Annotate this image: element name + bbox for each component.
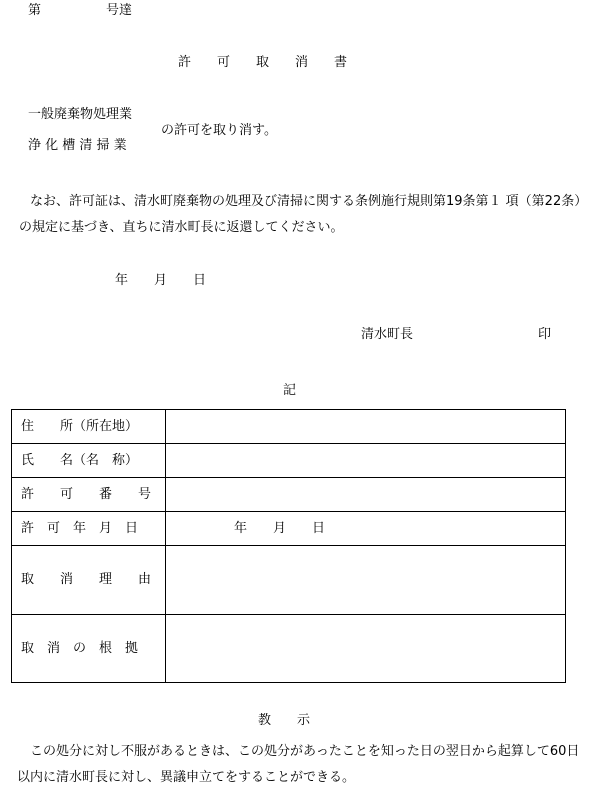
return-instruction-paragraph: なお、許可証は、清水町廃棄物の処理及び清掃に関する条例施行規則第19条第１ 項（第22条）の規定に基づき、直ちに清水町長に返還してください。 (19, 194, 581, 235)
permit-number-label: 許 可 番 号 (12, 478, 166, 512)
seal-mark: 印 (538, 327, 552, 342)
business-type-general-waste: 一般廃棄物処理業 (28, 107, 133, 122)
table-row (12, 615, 566, 683)
permit-date-label: 許 可 年 月 日 (12, 512, 166, 546)
ki-heading: 記 (283, 383, 297, 398)
table-row (12, 546, 566, 615)
name-value (166, 444, 566, 478)
document-number: 第 号達 (28, 3, 133, 18)
details-table (11, 409, 566, 683)
mayor-name: 清水町長 (361, 327, 414, 342)
name-label: 氏 名（名 称） (12, 444, 166, 478)
table-row (12, 410, 566, 444)
permit-date-value: 年 月 日 (166, 512, 566, 546)
revocation-basis-value (166, 615, 566, 683)
issue-date: 年 月 日 (115, 273, 207, 288)
permit-number-value (166, 478, 566, 512)
revocation-basis-label: 取 消 の 根 拠 (12, 615, 166, 683)
notice-title: 教 示 (258, 713, 311, 728)
revocation-statement: の許可を取り消す。 (161, 123, 277, 138)
table-row (12, 478, 566, 512)
table-row (12, 444, 566, 478)
revocation-reason-label: 取 消 理 由 (12, 546, 166, 615)
address-label: 住 所（所在地） (12, 410, 166, 444)
revocation-reason-value (166, 546, 566, 615)
document-title: 許 可 取 消 書 (178, 55, 348, 70)
table-row (12, 512, 566, 546)
notice-paragraph: この処分に対し不服があるときは、この処分があったことを知った日の翌日から起算して60日以内に清水町長に対し、異議申立てをすることができる。 (17, 744, 580, 785)
business-type-septic-cleaning: 浄 化 槽 清 掃 業 (28, 138, 127, 153)
address-value (166, 410, 566, 444)
